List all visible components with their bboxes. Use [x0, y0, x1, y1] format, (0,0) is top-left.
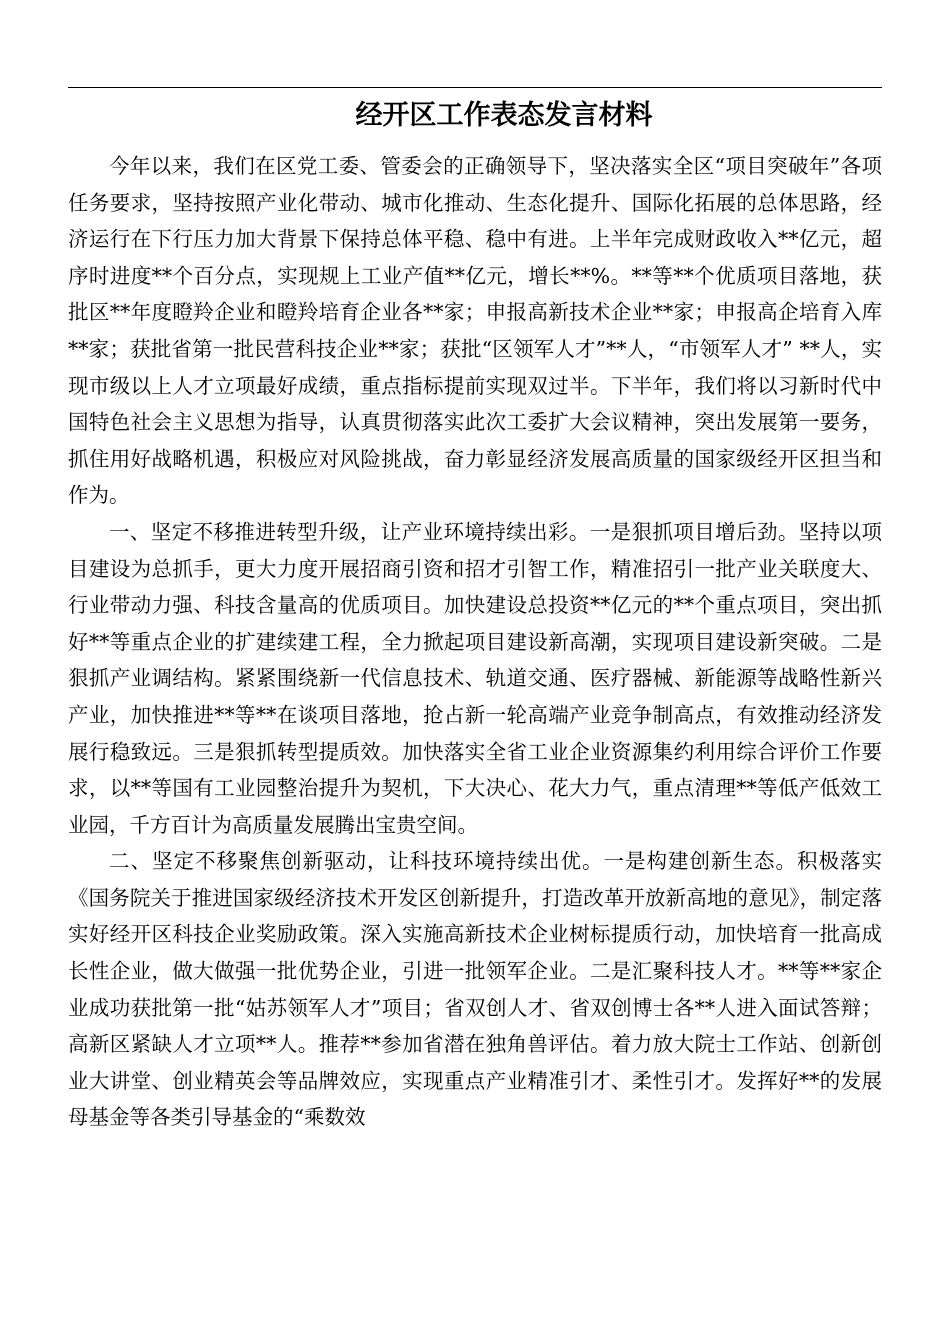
paragraph-intro: 今年以来，我们在区党工委、管委会的正确领导下，坚决落实全区“项目突破年”各项任务要求，坚持按照产业化带动、城市化推动、生态化提升、国际化拓展的总体思路，经济运行在下行压力加大背景下保持总体平稳、稳中有进。上半年完成财政收入**亿元，超序时进度**个百分点，实现规上工业产值**亿元，增长**%。**等**个优质项目落地，获批区**年度瞪羚企业和瞪羚培育企业各**家；申报高新技术企业**家；申报高企培育入库**家；获批省第一批民营科技企业**家；获批“区领军人才”**人，“市领军人才” **人，实现市级以上人才立项最好成绩，重点指标提前实现双过半。下半年，我们将以习新时代中国特色社会主义思想为指导，认真贯彻落实此次工委扩大会议精神，突出发展第一要务，抓住用好战略机遇，积极应对风险挑战，奋力彰显经济发展高质量的国家级经开区担当和作为。: [68, 154, 882, 508]
document-body: [68, 148, 882, 1136]
paragraph-section-1: 一、坚定不移推进转型升级，让产业环境持续出彩。一是狠抓项目增后劲。坚持以项目建设为总抓手，更大力度开展招商引资和招才引智工作，精准招引一批产业关联度大、行业带动力强、科技含量高的优质项目。加快建设总投资**亿元的**个重点项目，突出抓好**等重点企业的扩建续建工程，全力掀起项目建设新高潮，实现项目建设新突破。二是狠抓产业调结构。紧紧围绕新一代信息技术、轨道交通、医疗器械、新能源等战略性新兴产业，加快推进**等**在谈项目落地，抢占新一轮高端产业竞争制高点，有效推动经济发展行稳致远。三是狠抓转型提质效。加快落实全省工业企业资源集约利用综合评价工作要求，以**等国有工业园整治提升为契机，下大决心、花大力气，重点清理**等低产低效工业园，千方百计为高质量发展腾出宝贵空间。: [68, 519, 882, 837]
paragraph-section-2: 二、坚定不移聚焦创新驱动，让科技环境持续出优。一是构建创新生态。积极落实《国务院关于推进国家级经济技术开发区创新提升，打造改革开放新高地的意见》，制定落实好经开区科技企业奖励政策。深入实施高新技术企业树标提质行动，加快培育一批高成长性企业，做大做强一批优势企业，引进一批领军企业。二是汇聚科技人才。**等**家企业成功获批第一批“姑苏领军人才”项目；省双创人才、省双创博士各**人进入面试答辩；高新区紧缺人才立项**人。推荐**参加省潜在独角兽评估。着力放大院士工作站、创新创业大讲堂、创业精英会等品牌效应，实现重点产业精准引才、柔性引才。发挥好**的发展母基金等各类引导基金的“乘数效: [68, 849, 882, 1130]
document-title: 经开区工作表态发言材料: [355, 100, 653, 131]
header-rule: [68, 87, 882, 88]
